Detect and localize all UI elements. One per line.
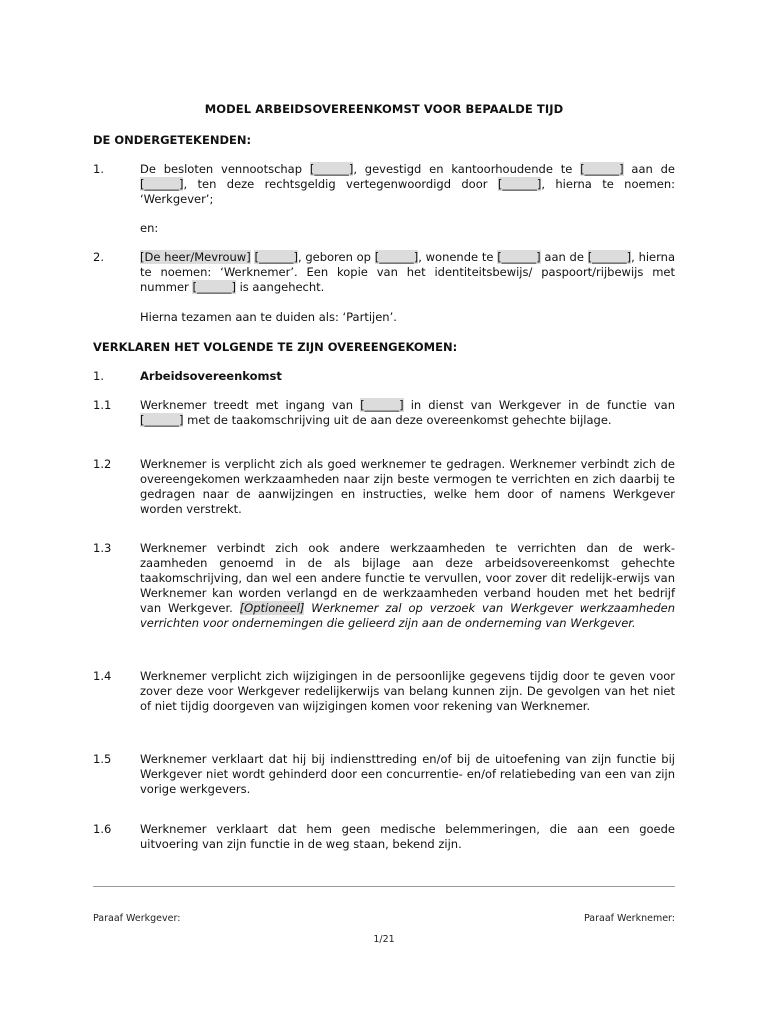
clause-1-3 bbox=[93, 541, 675, 631]
clause-text: Werknemer verklaart dat hem geen medische belemmeringen, die aan een goede uitvoering van zijn functie in de weg staan, bekend zijn. bbox=[140, 822, 675, 851]
declare-heading: VERKLAREN HET VOLGENDE TE ZIJN OVEREENGEKOMEN: bbox=[93, 340, 458, 354]
placeholder: [______] bbox=[587, 250, 632, 264]
clause-1-4 bbox=[93, 669, 675, 714]
party-1-text: De besloten vennootschap [______], gevestigd en kantoorhoudende te [______] aan de [______], ten deze rechtsgeldig vertegenwoordigd door [______], hierna te noemen: ‘Werkgever’; bbox=[140, 162, 676, 206]
party-1 bbox=[93, 162, 675, 207]
clause-text: Werknemer is verplicht zich als goed werknemer te gedragen. Werknemer verbindt zich de overeengekomen werkzaamheden naar zijn beste vermogen te verrichten en zich daarbij te gedragen naar de aanwijzingen en instructies, welke hem door of namens Werkgever worden verstrekt. bbox=[140, 457, 675, 516]
clause-number: 1.2 bbox=[93, 457, 112, 471]
page-number: 1/21 bbox=[373, 934, 395, 945]
article-1-title: Arbeidsovereenkomst bbox=[140, 369, 282, 383]
footer-divider bbox=[93, 886, 675, 887]
placeholder: [______] bbox=[360, 398, 404, 412]
party-2-number: 2. bbox=[93, 250, 104, 264]
clause-number: 1.3 bbox=[93, 541, 112, 555]
placeholder: [______] bbox=[192, 280, 236, 294]
article-1-number: 1. bbox=[93, 369, 104, 383]
optional-text: Werknemer zal op verzoek van Werkgever werkzaamheden verrichten voor ondernemingen die gelieerd zijn aan de onderneming van Werkgever. bbox=[140, 601, 676, 630]
clause-number: 1.1 bbox=[93, 398, 112, 412]
placeholder: [______] bbox=[580, 162, 624, 176]
clause-1-2 bbox=[93, 457, 675, 517]
party-2-text: [De heer/Mevrouw] [______], geboren op [______], wonende te [______] aan de [______], hierna te noemen: ‘Werknemer’. Een kopie van het identiteitsbewijs/ paspoort/rijbewijs met nummer [______] is aangehecht. bbox=[140, 250, 675, 294]
placeholder: [______] bbox=[309, 162, 354, 176]
placeholder: [De heer/Mevrouw] bbox=[140, 250, 251, 264]
clause-text: Werknemer verklaart dat hij bij indiensttreding en/of bij de uitoefening van zijn functie bij Werkgever niet wordt gehinderd door een concurrentie- en/of relatiebeding van een van zijn vorige werkgevers. bbox=[140, 752, 675, 796]
clause-text: Werknemer verplicht zich wijzigingen in de persoonlijke gegevens tijdig door te geven voor zover deze voor Werkgever redelijkerwijs van belang kunnen zijn. De gevolgen van het niet of niet tijdig doorgeven van wijzigingen komen voor rekening van Werknemer. bbox=[140, 669, 675, 713]
parties-definition: Hierna tezamen aan te duiden als: ‘Partijen’. bbox=[140, 310, 397, 324]
employer-initials-label: Paraaf Werkgever: bbox=[93, 913, 181, 924]
placeholder: [______] bbox=[374, 250, 419, 264]
clause-1-6 bbox=[93, 822, 675, 852]
article-1-heading bbox=[93, 369, 675, 384]
party-2 bbox=[93, 250, 675, 295]
placeholder: [______] bbox=[140, 413, 184, 427]
party-1-number: 1. bbox=[93, 162, 104, 176]
placeholder: [______] bbox=[497, 177, 542, 191]
clause-1-1 bbox=[93, 398, 675, 428]
document-title: MODEL ARBEIDSOVEREENKOMST VOOR BEPAALDE TIJD bbox=[204, 102, 564, 116]
clause-text: Werknemer verbindt zich ook andere werkzaamheden te verrichten dan de werk-zaamheden genoemd in de als bijlage aan deze arbeidsovereenkomst gehechte taakomschrijving, dan wel een andere functie te vervullen, voor zover dit redelijk-erwijs van Werknemer kan worden verlangd en de werkzaamheden verband houden met het bedrijf van Werkgever. [Optioneel] Werknemer zal op verzoek van Werkgever werkzaamheden verrichten voor ondernemingen die gelieerd zijn aan de onderneming van Werkgever. bbox=[140, 541, 676, 630]
clause-number: 1.6 bbox=[93, 822, 112, 836]
placeholder: [______] bbox=[140, 177, 184, 191]
undersigned-heading: DE ONDERGETEKENDEN: bbox=[93, 133, 252, 147]
and-text: en: bbox=[140, 221, 159, 235]
placeholder: [______] bbox=[254, 250, 298, 264]
optional-tag: [Optioneel] bbox=[239, 601, 305, 615]
clause-text: Werknemer treedt met ingang van [______] in dienst van Werkgever in de functie van [______] met de taakomschrijving uit de aan deze overeenkomst gehechte bijlage. bbox=[140, 398, 675, 427]
clause-number: 1.4 bbox=[93, 669, 112, 683]
clause-1-5 bbox=[93, 752, 675, 797]
employee-initials-label: Paraaf Werknemer: bbox=[583, 913, 675, 924]
placeholder: [______] bbox=[497, 250, 541, 264]
clause-number: 1.5 bbox=[93, 752, 112, 766]
